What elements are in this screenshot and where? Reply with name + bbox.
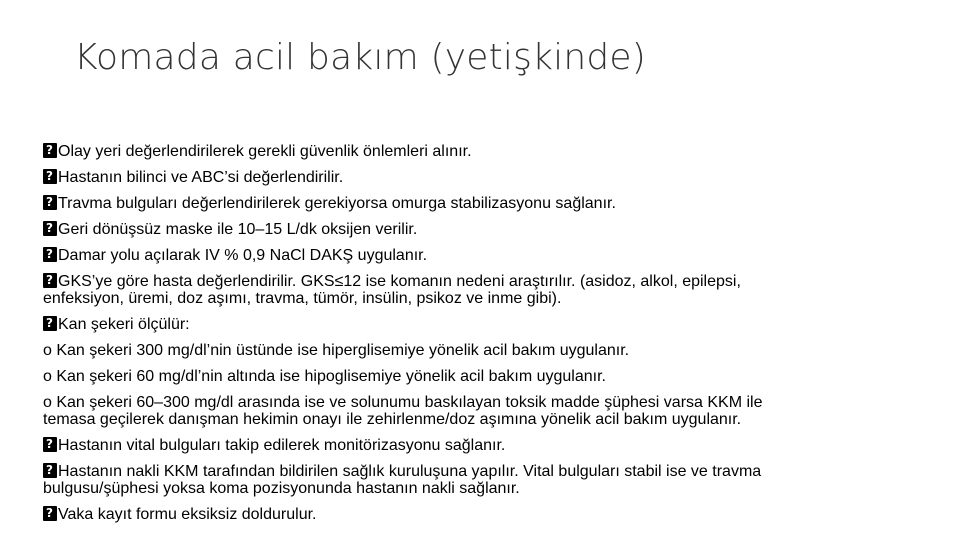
bullet-text: bulgusu/şüphesi yoksa koma pozisyonunda hastanın nakli sağlanır. [43, 480, 520, 497]
bullet-text: Geri dönüşsüz maske ile 10–15 L/dk oksijen verilir. [58, 221, 418, 238]
sub-item [43, 394, 903, 411]
sub-item [43, 368, 903, 385]
bullet-text: enfeksiyon, üremi, doz aşımı, travma, tümör, insülin, psikoz ve inme gibi). [43, 290, 562, 307]
bullet-text: GKS’ye göre hasta değerlendirilir. GKS≤12 ise komanın nedeni araştırılır. (asidoz, alkol, epilepsi, [58, 273, 741, 290]
bullet-text: Hastanın vital bulguları takip edilerek monitörizasyonu sağlanır. [58, 437, 506, 454]
bullet-item [43, 273, 903, 290]
bullet-text: Travma bulguları değerlendirilerek gerekiyorsa omurga stabilizasyonu sağlanır. [58, 195, 616, 212]
bullet-continuation-line [43, 480, 903, 497]
bullet-continuation-line [43, 290, 903, 307]
missing-glyph-bullet-icon [43, 316, 57, 331]
missing-glyph-bullet-icon [43, 506, 57, 521]
missing-glyph-bullet-icon [43, 169, 57, 184]
missing-glyph-bullet-icon [43, 195, 57, 210]
bullet-item [43, 437, 903, 454]
bullet-text: Kan şekeri ölçülür: [58, 316, 190, 333]
bullet-text: Hastanın bilinci ve ABC’si değerlendirilir. [58, 169, 344, 186]
slide-body [43, 143, 903, 523]
bullet-item [43, 169, 903, 186]
bullet-text: temasa geçilerek danışman hekimin onayı ile zehirlenme/doz aşımına yönelik acil bakım uygulanır. [43, 411, 742, 428]
bullet-item [43, 463, 903, 480]
missing-glyph-bullet-icon [43, 143, 57, 158]
bullet-text: o Kan şekeri 300 mg/dl’nin üstünde ise hiperglisemiye yönelik acil bakım uygulanır. [43, 342, 630, 359]
missing-glyph-bullet-icon [43, 273, 57, 288]
missing-glyph-bullet-icon [43, 221, 57, 236]
bullet-text: Vaka kayıt formu eksiksiz doldurulur. [58, 506, 317, 523]
bullet-text: Hastanın nakli KKM tarafından bildirilen sağlık kuruluşuna yapılır. Vital bulguları stabil ise ve travma [58, 463, 762, 480]
bullet-text: Damar yolu açılarak IV % 0,9 NaCl DAKŞ uygulanır. [58, 247, 428, 264]
missing-glyph-bullet-icon [43, 437, 57, 452]
bullet-item [43, 247, 903, 264]
sub-item [43, 342, 903, 359]
bullet-text: Olay yeri değerlendirilerek gerekli güvenlik önlemleri alınır. [58, 143, 472, 160]
slide-title: Komada acil bakım (yetişkinde) [74, 37, 646, 78]
bullet-item [43, 316, 903, 333]
bullet-text: o Kan şekeri 60–300 mg/dl arasında ise ve solunumu baskılayan toksik madde şüphesi varsa KKM ile [43, 394, 763, 411]
missing-glyph-bullet-icon [43, 247, 57, 262]
bullet-item [43, 221, 903, 238]
bullet-item [43, 143, 903, 160]
bullet-continuation-line [43, 411, 903, 428]
bullet-item [43, 506, 903, 523]
missing-glyph-bullet-icon [43, 463, 57, 478]
bullet-text: o Kan şekeri 60 mg/dl’nin altında ise hipoglisemiye yönelik acil bakım uygulanır. [43, 368, 606, 385]
bullet-item [43, 195, 903, 212]
